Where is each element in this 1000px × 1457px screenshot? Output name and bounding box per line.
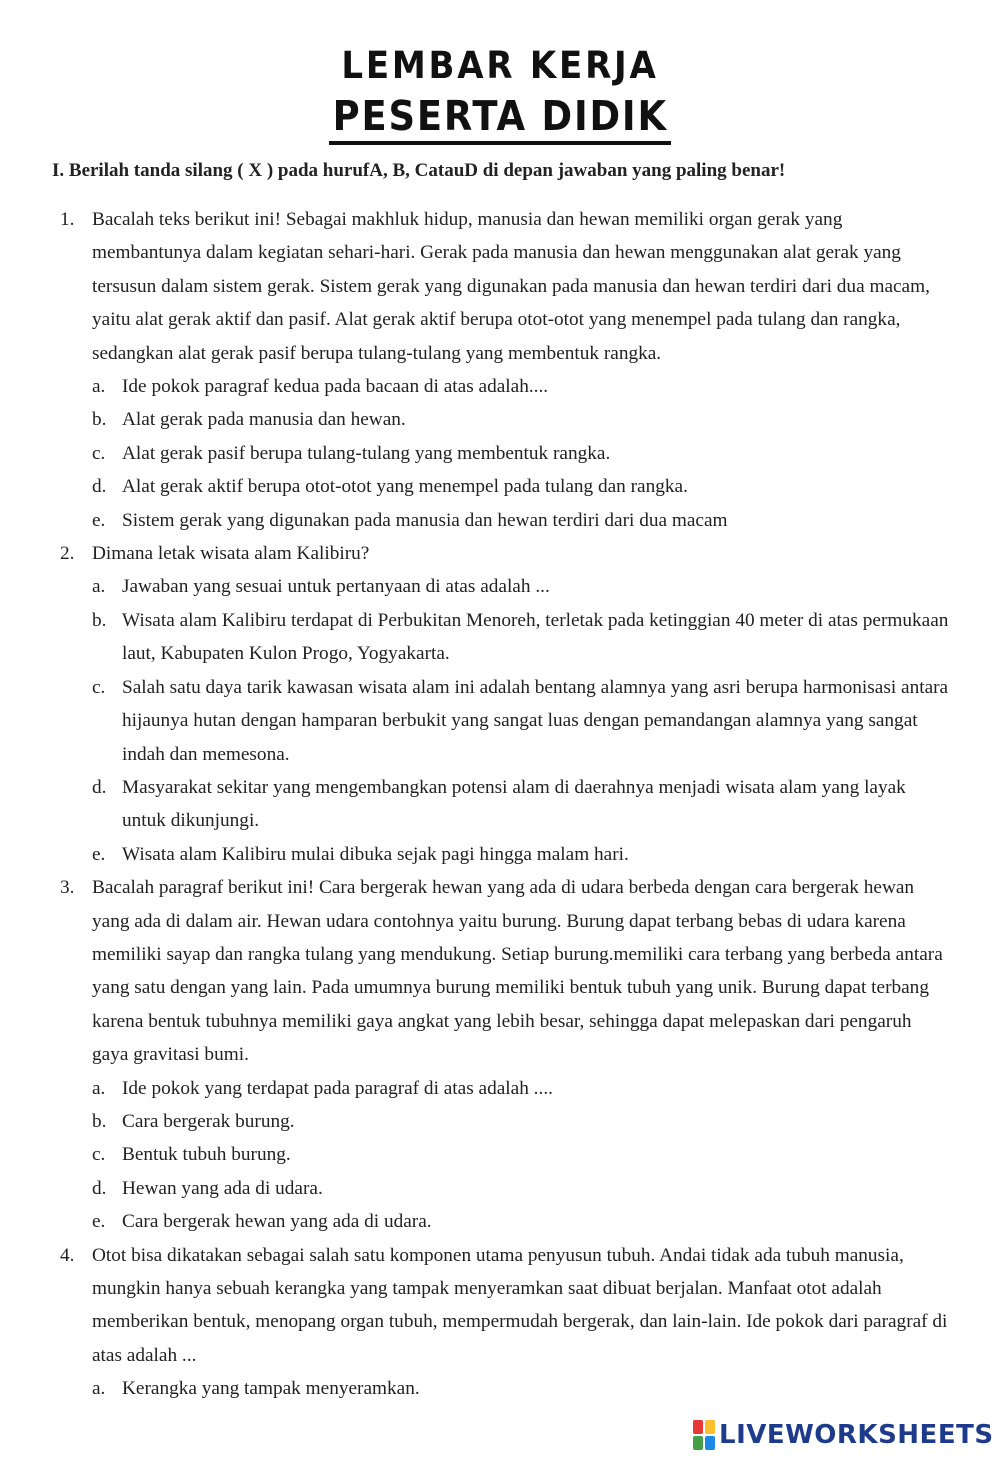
option-c[interactable] [92, 1138, 952, 1171]
option-text: Ide pokok paragraf kedua pada bacaan di atas adalah.... [122, 376, 549, 398]
question-number: 3. [60, 877, 75, 899]
option-d[interactable] [92, 470, 952, 503]
option-letter: c. [92, 676, 106, 698]
option-e[interactable] [92, 1205, 952, 1238]
option-letter: a. [92, 376, 106, 398]
option-list [92, 370, 952, 537]
option-list [92, 570, 952, 871]
option-text: Cara bergerak hewan yang ada di udara. [122, 1211, 432, 1233]
option-letter: a. [92, 576, 106, 598]
option-e[interactable] [92, 504, 952, 537]
option-text: Masyarakat sekitar yang mengembangkan potensi alam di daerahnya menjadi wisata alam yang layak untuk dikunjungi. [122, 776, 906, 832]
option-c[interactable] [92, 671, 952, 771]
liveworksheets-logo [693, 1417, 994, 1453]
question-number: 2. [60, 543, 75, 565]
question-text: Dimana letak wisata alam Kalibiru? [92, 543, 370, 565]
option-list [92, 1372, 952, 1405]
option-letter: e. [92, 843, 106, 865]
option-letter: b. [92, 1110, 107, 1132]
option-letter: e. [92, 509, 106, 531]
option-text: Wisata alam Kalibiru terdapat di Perbukitan Menoreh, terletak pada ketinggian 40 meter di atas permukaan laut, Kabupaten Kulon Progo, Yogyakarta. [122, 609, 949, 665]
question-2 [0, 537, 1000, 871]
option-text: Ide pokok yang terdapat pada paragraf di atas adalah .... [122, 1077, 553, 1099]
option-d[interactable] [92, 1172, 952, 1205]
question-text: Bacalah paragraf berikut ini! Cara bergerak hewan yang ada di udara berbeda dengan cara bergerak hewan yang ada di dalam air. Hewan udara contohnya yaitu burung. Burung dapat terbang bebas di udara karena memiliki sayap dan rangka tulang yang mendukung. Setiap burung.memiliki cara terbang yang berbeda antara yang satu dengan yang lain. Pada umumnya burung memiliki bentuk tubuh yang unik. Burung dapat terbang karena bentuk tubuhnya memiliki gaya angkat yang lebih besar, sehingga dapat melepaskan dari pengaruh gaya gravitasi bumi. [92, 877, 943, 1066]
option-text: Bentuk tubuh burung. [122, 1144, 291, 1166]
option-letter: c. [92, 1144, 106, 1166]
option-d[interactable] [92, 771, 952, 838]
option-a[interactable] [92, 1072, 952, 1105]
option-a[interactable] [92, 370, 952, 403]
option-text: Salah satu daya tarik kawasan wisata alam ini adalah bentang alamnya yang asri berupa harmonisasi antara hijaunya hutan dengan hamparan berbukit yang sangat luas dengan pemandangan alamnya yang sangat indah dan memesona. [122, 676, 949, 765]
option-e[interactable] [92, 838, 952, 871]
option-letter: a. [92, 1378, 106, 1400]
question-4 [0, 1239, 1000, 1406]
option-letter: d. [92, 1177, 107, 1199]
option-b[interactable] [92, 604, 952, 671]
option-text: Kerangka yang tampak menyeramkan. [122, 1378, 420, 1400]
option-b[interactable] [92, 1105, 952, 1138]
instruction-text: I. Berilah tanda silang ( X ) pada hurufA, B, CatauD di depan jawaban yang paling benar! [52, 160, 786, 181]
option-text: Wisata alam Kalibiru mulai dibuka sejak pagi hingga malam hari. [122, 843, 629, 865]
logo-square-blue [705, 1436, 715, 1450]
question-list [0, 203, 1000, 1406]
option-text: Jawaban yang sesuai untuk pertanyaan di atas adalah ... [122, 576, 550, 598]
option-a[interactable] [92, 1372, 952, 1405]
worksheet-title-line2 [0, 92, 1000, 145]
option-text: Cara bergerak burung. [122, 1110, 295, 1132]
logo-square-yellow [705, 1420, 715, 1434]
option-b[interactable] [92, 403, 952, 436]
question-text: Bacalah teks berikut ini! Sebagai makhluk hidup, manusia dan hewan memiliki organ gerak yang membantunya dalam kegiatan sehari-hari. Gerak pada manusia dan hewan menggunakan alat gerak yang tersusun dalam sistem gerak. Sistem gerak yang digunakan pada manusia dan hewan terdiri dari dua macam, yaitu alat gerak aktif dan pasif. Alat gerak aktif berupa otot-otot yang menempel pada tulang dan rangka, sedangkan alat gerak pasif berupa tulang-tulang yang membentuk rangka. [92, 209, 930, 364]
liveworksheets-logo-icon [693, 1420, 715, 1450]
option-c[interactable] [92, 437, 952, 470]
option-text: Hewan yang ada di udara. [122, 1177, 323, 1199]
option-letter: e. [92, 1211, 106, 1233]
question-1 [0, 203, 1000, 537]
option-letter: a. [92, 1077, 106, 1099]
option-text: Alat gerak pada manusia dan hewan. [122, 409, 406, 431]
option-letter: c. [92, 442, 106, 464]
option-text: Alat gerak aktif berupa otot-otot yang menempel pada tulang dan rangka. [122, 476, 688, 498]
question-3 [0, 871, 1000, 1238]
option-letter: b. [92, 609, 107, 631]
question-number: 4. [60, 1244, 75, 1266]
option-a[interactable] [92, 570, 952, 603]
option-text: Alat gerak pasif berupa tulang-tulang yang membentuk rangka. [122, 442, 611, 464]
option-list [92, 1072, 952, 1239]
logo-square-green [693, 1436, 703, 1450]
liveworksheets-logo-text: LIVEWORKSHEETS [719, 1420, 994, 1450]
option-letter: d. [92, 776, 107, 798]
logo-square-red [693, 1420, 703, 1434]
option-letter: d. [92, 476, 107, 498]
question-text: Otot bisa dikatakan sebagai salah satu komponen utama penyusun tubuh. Andai tidak ada tubuh manusia, mungkin hanya sebuah kerangka yang tampak menyeramkan saat dibuat berjalan. Manfaat otot adalah memberikan bentuk, menopang organ tubuh, mempermudah bergerak, dan lain-lain. Ide pokok dari paragraf di atas adalah ... [92, 1244, 948, 1366]
worksheet-title-line1: LEMBAR KERJA [341, 44, 659, 87]
worksheet-title-line2-text: PESERTA DIDIK [329, 92, 671, 145]
option-letter: b. [92, 409, 107, 431]
option-text: Sistem gerak yang digunakan pada manusia dan hewan terdiri dari dua macam [122, 509, 728, 531]
question-number: 1. [60, 209, 75, 230]
